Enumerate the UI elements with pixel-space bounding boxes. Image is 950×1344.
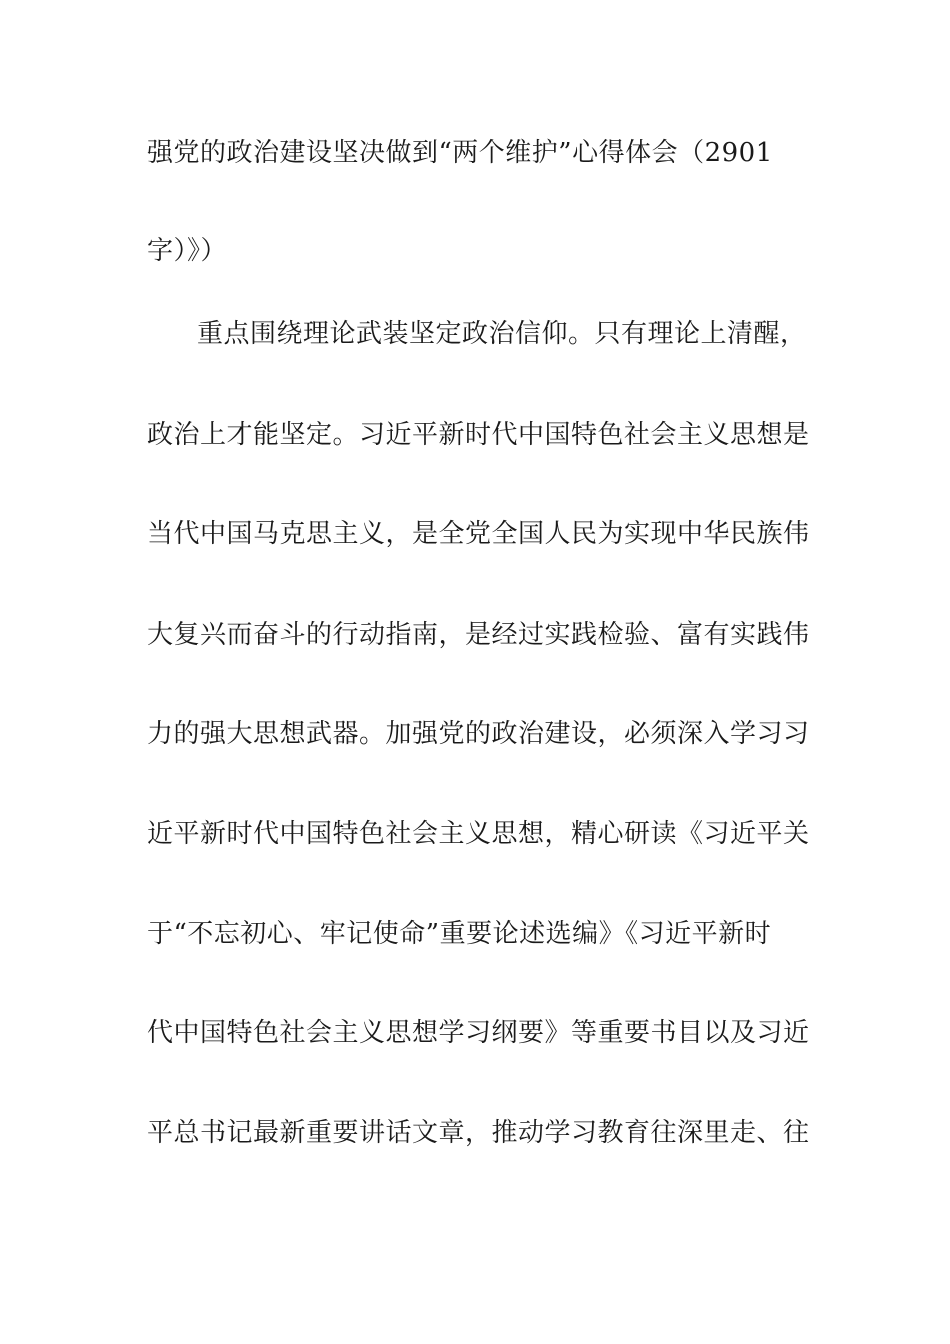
paragraph-line-1: 重点围绕理论武装坚定政治信仰。只有理论上清醒， [197, 319, 807, 349]
paragraph-line-6: 近平新时代中国特色社会主义思想，精心研读《习近平关 [147, 819, 810, 849]
paragraph-line-2: 政治上才能坚定。习近平新时代中国特色社会主义思想是 [147, 420, 810, 450]
paragraph-line-9: 平总书记最新重要讲话文章，推动学习教育往深里走、往 [147, 1118, 810, 1148]
paragraph-line-8: 代中国特色社会主义思想学习纲要》等重要书目以及习近 [147, 1018, 810, 1048]
title-line-2: 字）》） [147, 236, 228, 266]
paragraph-line-4: 大复兴而奋斗的行动指南，是经过实践检验、富有实践伟 [147, 620, 810, 650]
paragraph-line-3: 当代中国马克思主义，是全党全国人民为实现中华民族伟 [147, 519, 810, 549]
title-line-1: 强党的政治建设坚决做到“两个维护”心得体会（2901 [147, 138, 773, 168]
paragraph-line-7: 于“不忘初心、牢记使命”重要论述选编》《习近平新时 [147, 919, 772, 949]
paragraph-line-5: 力的强大思想武器。加强党的政治建设，必须深入学习习 [147, 719, 810, 749]
